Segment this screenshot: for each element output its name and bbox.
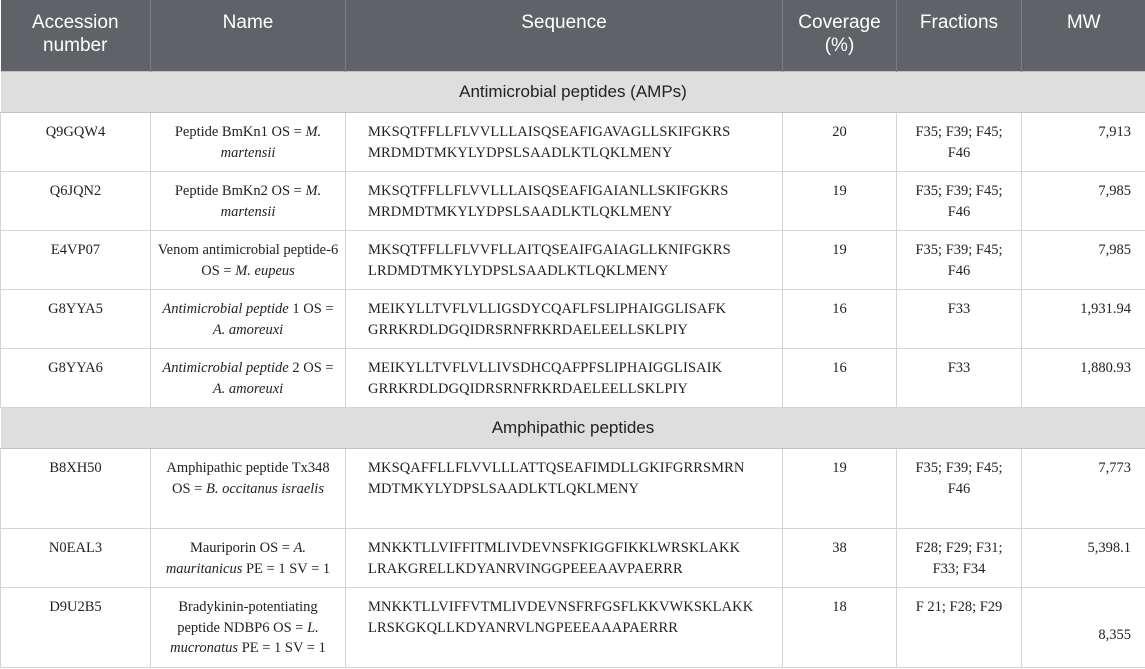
species-text: A. amoreuxi [212,380,284,397]
sequence-line: MEIKYLLTVFLVLLIGSDYCQAFLFSLIPHAIGGLISAFK [368,301,727,317]
coverage-cell: 16 [783,290,897,349]
coverage-cell: 19 [783,449,897,529]
coverage-cell: 19 [783,172,897,231]
mw-cell: 7,773 [1022,449,1145,529]
sequence-cell [346,172,783,231]
name-cell [151,449,346,529]
mw-cell: 1,931.94 [1022,290,1145,349]
mw-cell: 7,985 [1022,231,1145,290]
table-row [1,349,1145,408]
name-cell [151,588,346,668]
name-cell [151,172,346,231]
section-row [1,408,1145,449]
header-coverage: Coverage (%) [783,0,897,72]
species-text: B. occitanus israelis [205,480,324,497]
header-sequence: Sequence [346,0,783,72]
header-mw: MW [1022,0,1145,72]
mw-cell: 7,985 [1022,172,1145,231]
table-row [1,113,1145,172]
table-row [1,588,1145,668]
name-italic-text: Antimicrobial peptide [162,301,289,317]
table-row [1,529,1145,588]
sequence-cell [346,449,783,529]
name-cell [151,113,346,172]
accession-cell: E4VP07 [1,231,151,290]
species-text: M. martensii [220,183,322,220]
accession-cell: N0EAL3 [1,529,151,588]
sequence-cell [346,349,783,408]
name-cell [151,349,346,408]
fractions-cell: F28; F29; F31; F33; F34 [897,529,1022,588]
name-text: Mauriporin OS = [189,540,294,556]
mw-cell: 5,398.1 [1022,529,1145,588]
sequence-line: GRRKRDLDGQIDRSRNFRKRDAELEELLSKLPIY [368,321,688,338]
accession-cell: B8XH50 [1,449,151,529]
name-text: 1 OS = [292,301,334,317]
sequence-line: MKSQAFFLLFLVVLLLATTQSEAFIMDLLGKIFGRRSMRN [368,460,745,476]
sequence-line: MKSQTFFLLFLVVLLLAISQSEAFIGAVAGLLSKIFGKRS [368,124,731,140]
name-text: Venom antimicrobial peptide-6 OS = [157,242,339,279]
section-title: Antimicrobial peptides (AMPs) [1,72,1145,113]
fractions-cell: F35; F39; F45; F46 [897,231,1022,290]
coverage-cell: 18 [783,588,897,668]
name-italic-text: Antimicrobial peptide [162,360,289,376]
sequence-line: MRDMDTMKYLYDPSLSAADLKTLQKLMENY [368,203,673,220]
table-row [1,290,1145,349]
header-accession: Accession number [1,0,151,72]
accession-cell: G8YYA6 [1,349,151,408]
section-title: Amphipathic peptides [1,408,1145,449]
name-cell [151,231,346,290]
coverage-cell: 38 [783,529,897,588]
sequence-cell [346,529,783,588]
sequence-line: MKSQTFFLLFLVVLLLAISQSEAFIGAIANLLSKIFGKRS [368,183,729,199]
accession-cell: D9U2B5 [1,588,151,668]
name-text: 2 OS = [292,360,334,376]
accession-cell: G8YYA5 [1,290,151,349]
mw-cell: 1,880.93 [1022,349,1145,408]
sequence-line: LRDMDTMKYLYDPSLSAADLKTLQKLMENY [368,262,669,279]
coverage-cell: 16 [783,349,897,408]
name-tail-text: PE = 1 SV = 1 [238,640,326,656]
header-fractions: Fractions [897,0,1022,72]
name-cell [151,529,346,588]
fractions-cell: F33 [897,290,1022,349]
coverage-cell: 20 [783,113,897,172]
sequence-cell [346,290,783,349]
sequence-cell [346,231,783,290]
species-text: M. martensii [220,124,322,161]
name-text: Peptide BmKn2 OS = [174,183,306,199]
accession-cell: Q6JQN2 [1,172,151,231]
mw-cell: 8,355 [1022,588,1145,668]
species-text: A. amoreuxi [212,321,284,338]
fractions-cell: F 21; F28; F29 [897,588,1022,668]
sequence-line: MNKKTLLVIFFVTMLIVDEVNSFRFGSFLKKVWKSKLAKK [368,599,754,615]
fractions-cell: F35; F39; F45; F46 [897,449,1022,529]
sequence-line: GRRKRDLDGQIDRSRNFRKRDAELEELLSKLPIY [368,380,688,397]
header-name: Name [151,0,346,72]
table-row [1,231,1145,290]
species-text: A. mauritanicus [165,540,307,577]
fractions-cell: F33 [897,349,1022,408]
sequence-line: MDTMKYLYDPSLSAADLKTLQKLMENY [368,480,640,497]
sequence-cell [346,588,783,668]
sequence-line: MKSQTFFLLFLVVFLLAITQSEAIFGAIAGLLKNIFGKRS [368,242,731,258]
name-cell [151,290,346,349]
table-row [1,172,1145,231]
sequence-line: MRDMDTMKYLYDPSLSAADLKTLQKLMENY [368,144,673,161]
fractions-cell: F35; F39; F45; F46 [897,113,1022,172]
table-header [1,0,1145,72]
section-row [1,72,1145,113]
table-row [1,449,1145,529]
name-text: Amphipathic peptide Tx348 OS = [166,460,330,497]
species-text: L. mucronatus [170,619,319,656]
sequence-cell [346,113,783,172]
name-tail-text: PE = 1 SV = 1 [242,560,331,577]
accession-cell: Q9GQW4 [1,113,151,172]
species-text: M. eupeus [235,262,295,279]
mw-cell: 7,913 [1022,113,1145,172]
name-text: Peptide BmKn1 OS = [174,124,306,140]
sequence-line: LRAKGRELLKDYANRVINGGPEEEAAVPAERRR [368,560,683,577]
coverage-cell: 19 [783,231,897,290]
name-text: Bradykinin-potentiating peptide NDBP6 OS = [177,599,318,636]
sequence-line: MEIKYLLTVFLVLLIVSDHCQAFPFSLIPHAIGGLISAIK [368,360,723,376]
sequence-line: MNKKTLLVIFFITMLIVDEVNSFKIGGFIKKLWRSKLAKK [368,540,741,556]
fractions-cell: F35; F39; F45; F46 [897,172,1022,231]
sequence-line: LRSKGKQLLKDYANRVLNGPEEEAAAPAERRR [368,619,679,636]
